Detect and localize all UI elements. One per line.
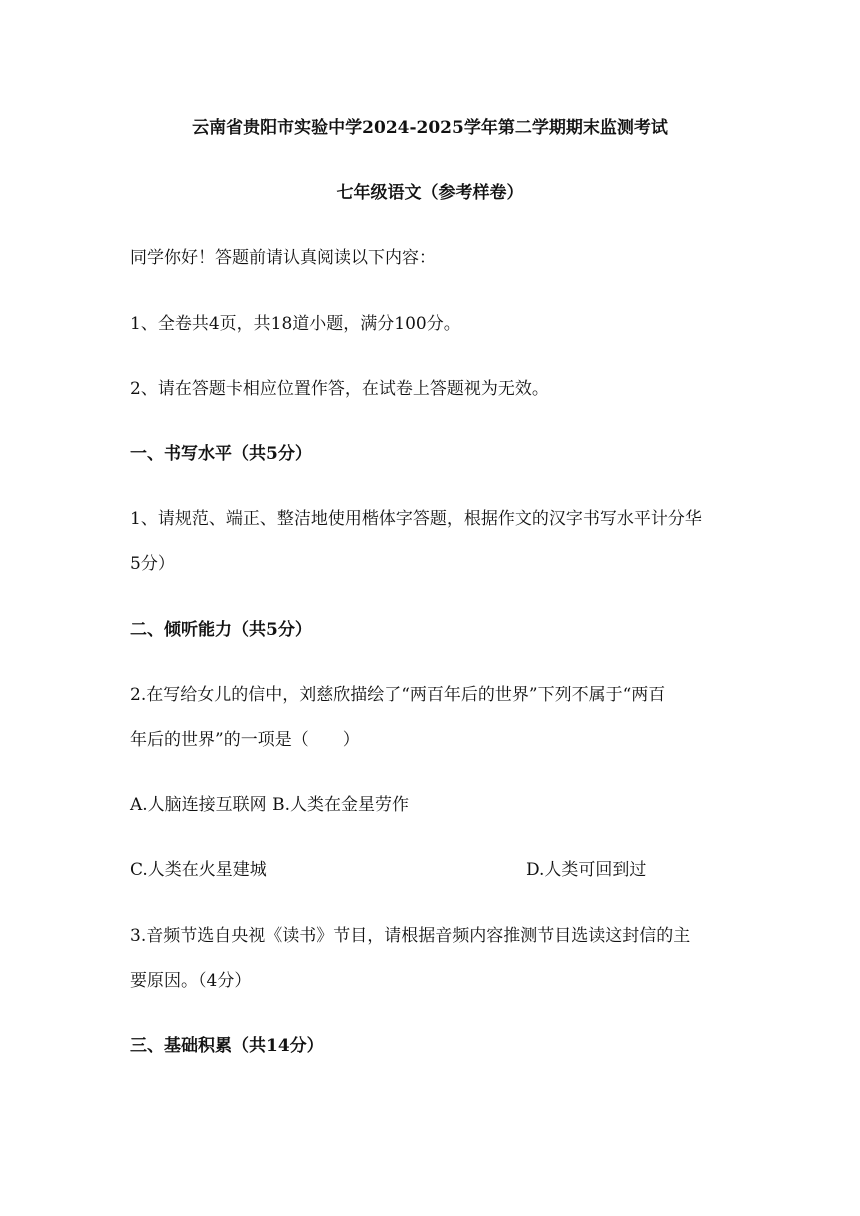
section-3-heading: 三、基础积累（共14分）: [130, 1036, 324, 1056]
section-2-heading: 二、倾听能力（共5分）: [130, 620, 312, 640]
option-d: D.人类可回到过: [526, 860, 647, 880]
note-1: 1、全卷共4页，共18道小题，满分100分。: [130, 314, 461, 334]
options-a-b: A.人脑连接互联网 B.人类在金星劳作: [130, 795, 409, 815]
exam-subtitle: 七年级语文（参考样卷）: [336, 183, 524, 203]
intro-text: 同学你好！答题前请认真阅读以下内容：: [130, 248, 436, 268]
question-3-line-1: 3.音频节选自央视《读书》节目，请根据音频内容推测节目选读这封信的主: [130, 926, 691, 946]
question-2-line-2: 年后的世界”的一项是（ ）: [130, 730, 360, 750]
question-2-line-1: 2.在写给女儿的信中，刘慈欣描绘了“两百年后的世界”下列不属于“两百: [130, 685, 666, 705]
note-2: 2、请在答题卡相应位置作答，在试卷上答题视为无效。: [130, 379, 549, 399]
option-c: C.人类在火星建城: [130, 860, 267, 880]
exam-title: 云南省贵阳市实验中学2024-2025学年第二学期期末监测考试: [192, 118, 668, 138]
section-1-item-line-1: 1、请规范、端正、整洁地使用楷体字答题，根据作文的汉字书写水平计分华: [130, 509, 702, 529]
question-3-line-2: 要原因。（4分）: [130, 971, 252, 991]
section-1-item-line-2: 5分）: [130, 554, 175, 574]
section-1-heading: 一、书写水平（共5分）: [130, 444, 312, 464]
